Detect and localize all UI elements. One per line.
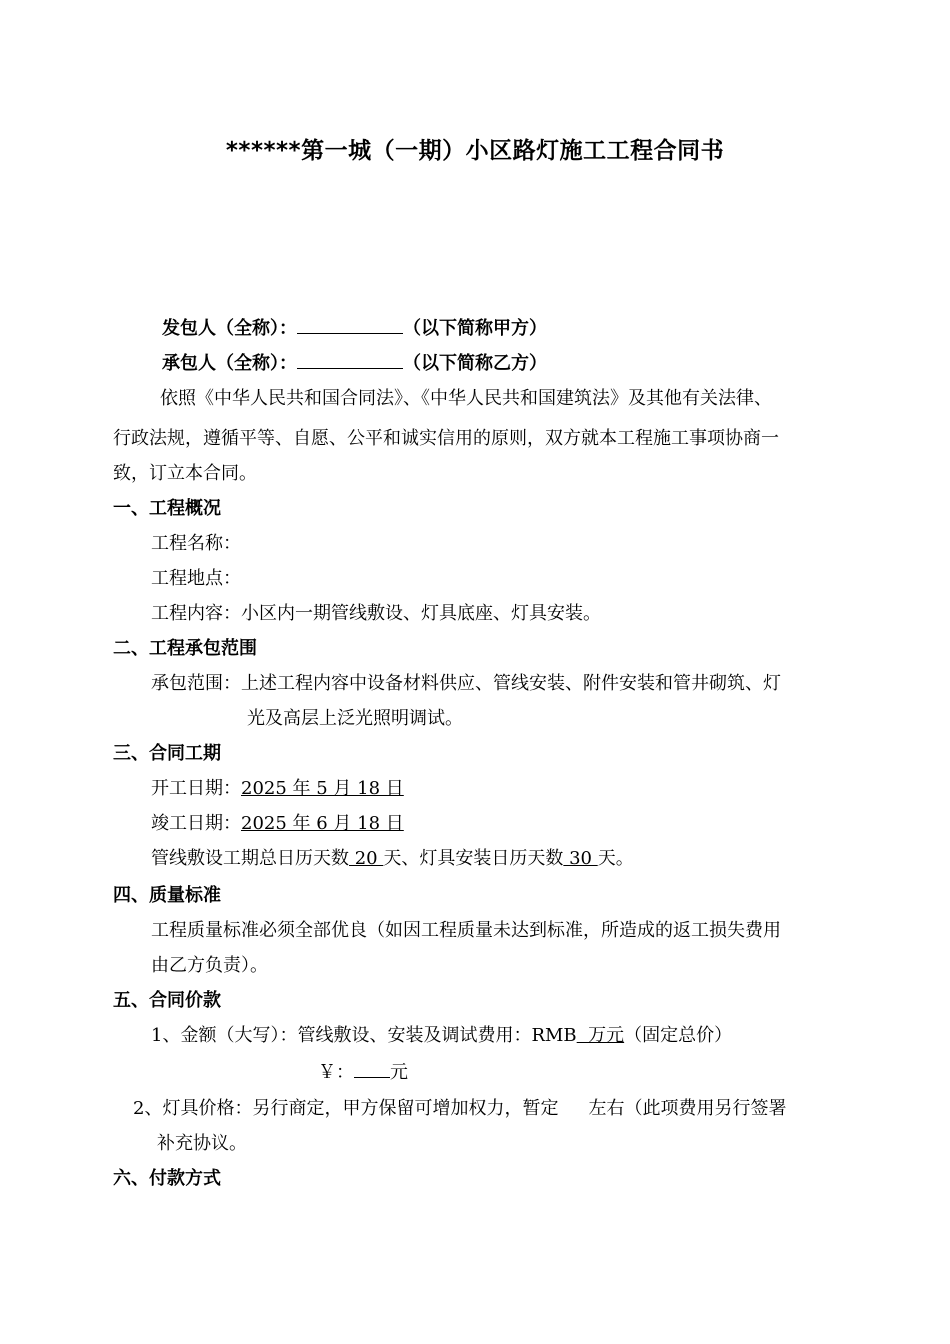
section-2-heading: 二、工程承包范围 xyxy=(113,638,257,659)
section-4-heading: 四、质量标准 xyxy=(113,885,221,906)
project-content: 工程内容：小区内一期管线敷设、灯具底座、灯具安装。 xyxy=(151,603,601,624)
employer-label: 发包人（全称）： xyxy=(162,318,297,339)
price-item-2-cont: 补充协议。 xyxy=(157,1133,247,1154)
end-date-label: 竣工日期： xyxy=(151,813,241,834)
employer-line xyxy=(162,316,547,342)
section-5-heading: 五、合同价款 xyxy=(113,990,221,1011)
employer-suffix: （以下简称甲方） xyxy=(403,318,547,339)
price-item-2-tail: 左右（此项费用另行签署 xyxy=(588,1098,787,1119)
section-1-heading: 一、工程概况 xyxy=(113,498,221,519)
quality-line-2: 由乙方负责）。 xyxy=(151,955,268,976)
section-6-heading: 六、付款方式 xyxy=(113,1168,221,1189)
price-item-1 xyxy=(151,1023,732,1049)
duration-text-c: 天。 xyxy=(597,848,634,869)
duration-text-b: 天、灯具安装日历天数 xyxy=(383,848,564,869)
project-name: 工程名称： xyxy=(151,533,241,554)
duration-days-lamps: 30 xyxy=(563,848,598,869)
contractor-blank xyxy=(297,352,403,369)
end-date-line xyxy=(151,811,404,837)
section-3-heading: 三、合同工期 xyxy=(113,743,221,764)
duration-line xyxy=(151,846,634,872)
price-fixed-total: （固定总价） xyxy=(624,1025,733,1046)
intro-line-2: 行政法规，遵循平等、自愿、公平和诚实信用的原则，双方就本工程施工事项协商一 xyxy=(113,428,779,449)
price-item-1-text: 1、金额（大写）：管线敷设、安装及调试费用：RMB xyxy=(151,1025,577,1046)
quality-line-1: 工程质量标准必须全部优良（如因工程质量未达到标准，所造成的返工损失费用 xyxy=(151,920,781,941)
contractor-line xyxy=(162,351,547,377)
contractor-suffix: （以下简称乙方） xyxy=(403,353,547,374)
scope-line-2: 光及高层上泛光照明调试。 xyxy=(247,708,463,729)
intro-line-1: 依照《中华人民共和国合同法》、《中华人民共和国建筑法》及其他有关法律、 xyxy=(160,388,772,409)
start-date-line xyxy=(151,776,404,802)
price-unit: 万元 xyxy=(576,1025,625,1046)
yen-label: ￥： xyxy=(318,1062,354,1083)
contractor-label: 承包人（全称）： xyxy=(162,353,297,374)
end-date-value: 2025 年 6 月 18 日 xyxy=(241,813,404,834)
intro-line-3: 致，订立本合同。 xyxy=(113,463,257,484)
price-item-2-text: 2、灯具价格：另行商定，甲方保留可增加权力，暂定 xyxy=(133,1098,559,1119)
employer-blank xyxy=(297,317,403,334)
duration-text-a: 管线敷设工期总日历天数 xyxy=(151,848,349,869)
start-date-label: 开工日期： xyxy=(151,778,241,799)
price-yen-line xyxy=(318,1060,408,1086)
scope-line-1: 承包范围：上述工程内容中设备材料供应、管线安装、附件安装和管井砌筑、灯 xyxy=(151,673,781,694)
project-location: 工程地点： xyxy=(151,568,241,589)
yuan-label: 元 xyxy=(390,1062,408,1083)
start-date-value: 2025 年 5 月 18 日 xyxy=(241,778,404,799)
price-item-2 xyxy=(133,1096,786,1122)
yen-blank xyxy=(354,1061,390,1078)
document-title: ******第一城（一期）小区路灯施工工程合同书 xyxy=(225,138,725,164)
duration-days-pipeline: 20 xyxy=(349,848,384,869)
